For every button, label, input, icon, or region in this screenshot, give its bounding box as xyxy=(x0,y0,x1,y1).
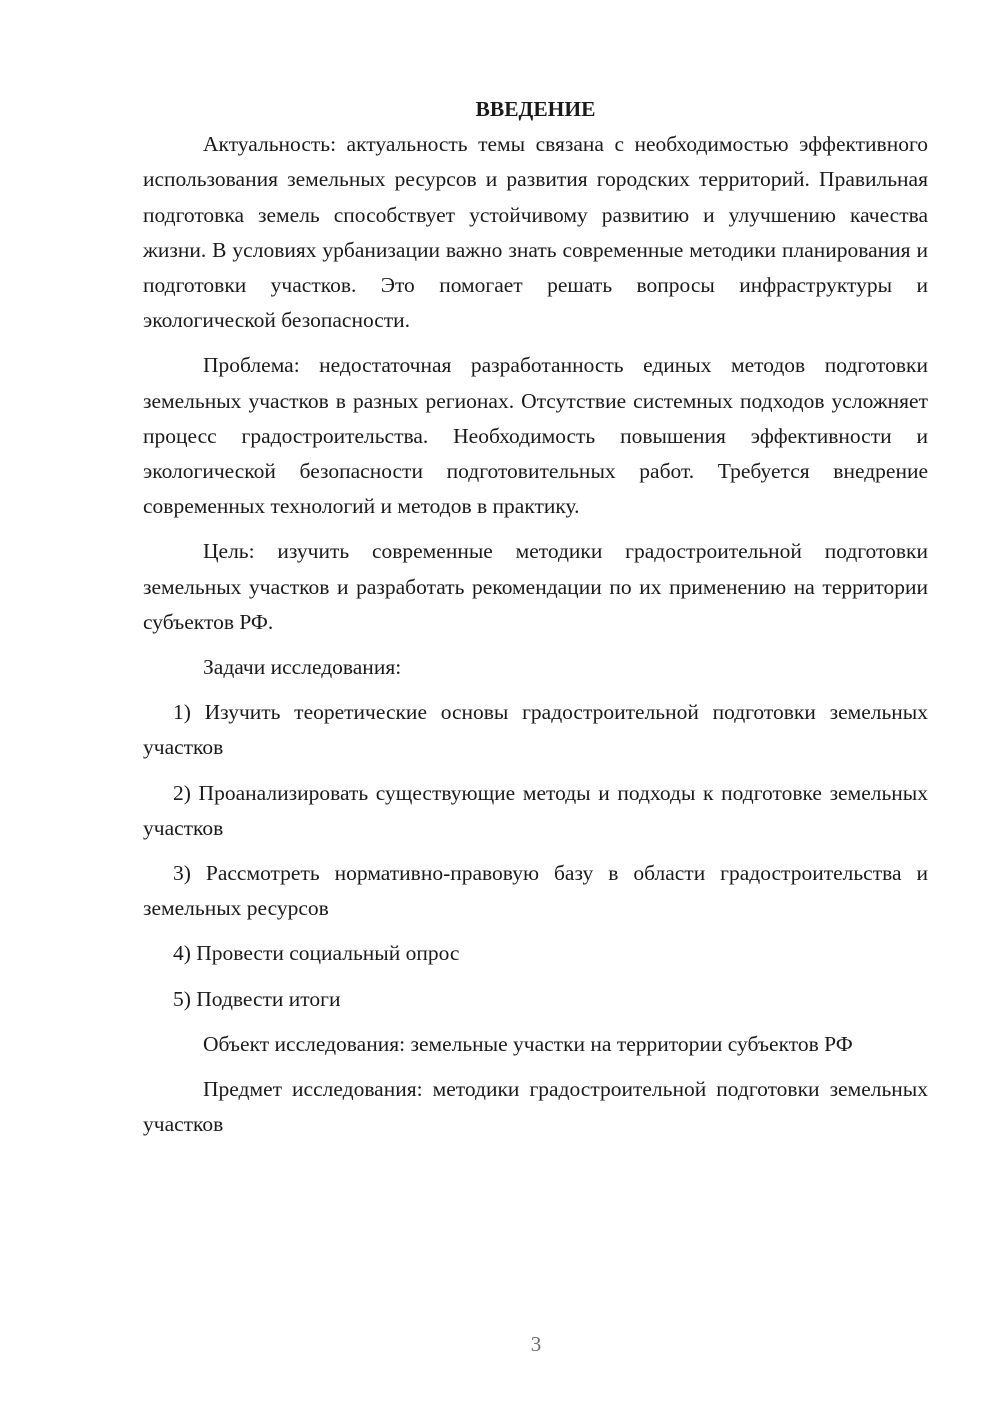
paragraph-subject: Предмет исследования: методики градостроительной подготовки земельных участков xyxy=(143,1077,928,1137)
paragraph-goal: Цель: изучить современные методики градостроительной подготовки земельных участков и разработать рекомендации по их применению на территории субъектов РФ. xyxy=(143,539,928,634)
paragraph-relevance: Актуальность: актуальность темы связана с необходимостью эффективного использования земельных ресурсов и развития городских территорий. Правильная подготовка земель способствует устойчивому развитию и улучшению качества жизни. В условиях урбанизации важно знать современные методики планирования и подготовки участков. Это помогает решать вопросы инфраструктуры и экологической безопасности. xyxy=(143,132,928,333)
page-number: 3 xyxy=(530,1332,542,1356)
paragraph-tasks-title: Задачи исследования: xyxy=(203,655,402,680)
task-item-1: 1) Изучить теоретические основы градостроительной подготовки земельных участков xyxy=(143,700,928,760)
document-body xyxy=(143,92,928,1142)
task-item-4: 4) Провести социальный опрос xyxy=(173,941,460,966)
paragraph-problem: Проблема: недостаточная разработанность единых методов подготовки земельных участков в разных регионах. Отсутствие системных подходов усложняет процесс градостроительства. Необходимость повышения эффективности и экологической безопасности подготовительных работ. Требуется внедрение современных технологий и методов в практику. xyxy=(143,353,928,519)
task-item-3: 3) Рассмотреть нормативно-правовую базу в области градостроительства и земельных ресурсов xyxy=(143,861,928,921)
task-item-2: 2) Проанализировать существующие методы и подходы к подготовке земельных участков xyxy=(143,780,928,840)
task-item-5: 5) Подвести итоги xyxy=(173,986,341,1011)
paragraph-object: Объект исследования: земельные участки на территории субъектов РФ xyxy=(203,1031,853,1056)
section-heading: ВВЕДЕНИЕ xyxy=(475,97,596,121)
